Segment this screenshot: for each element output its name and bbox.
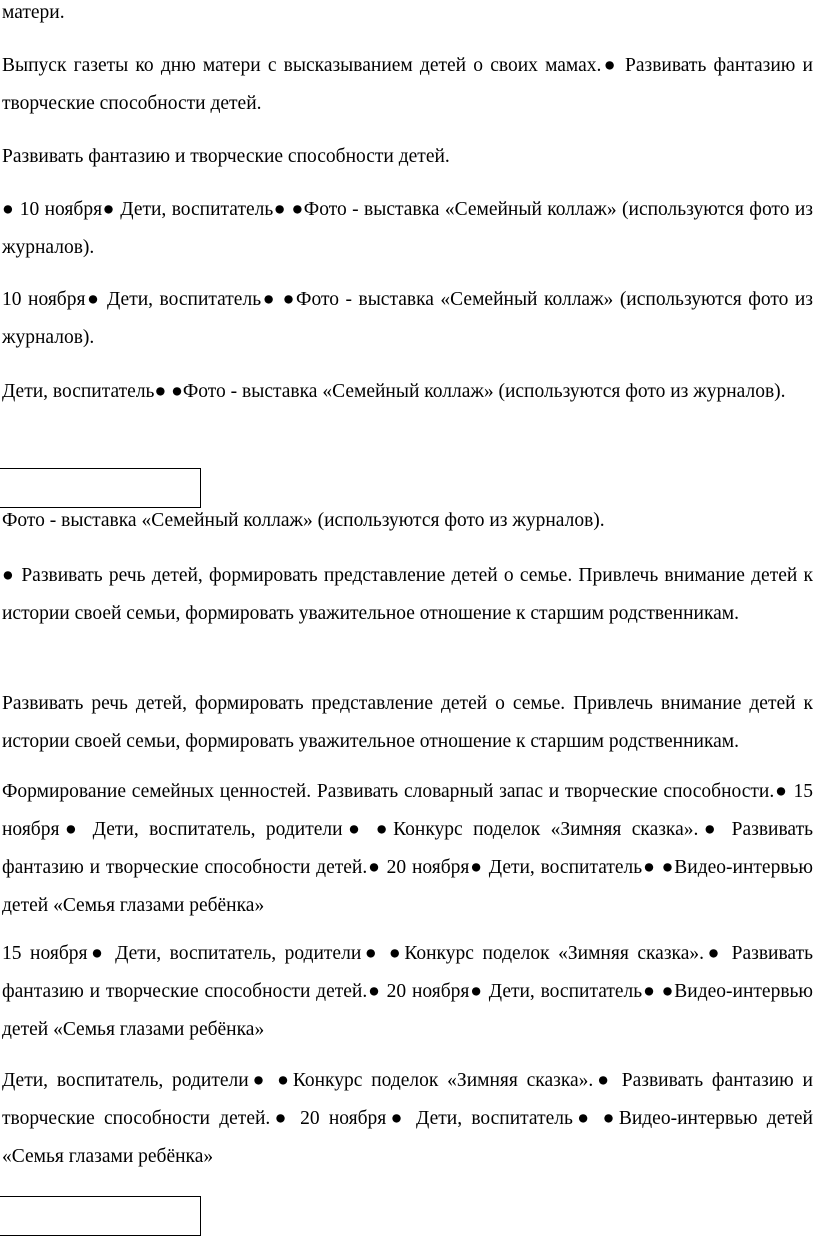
paragraph-11: 15 ноября● Дети, воспитатель, родители● ●Конкурс поделок «Зимняя сказка».● Развивать фантазию и творческие способности детей.● 20 ноября● Дети, воспитатель● ●Видео-интервью детей «Семья глазами ребёнка» [2, 943, 813, 1040]
paragraph-3: Развивать фантазию и творческие способности детей. [2, 146, 450, 167]
paragraph-12: Дети, воспитатель, родители● ●Конкурс поделок «Зимняя сказка».● Развивать фантазию и творческие способности детей.● 20 ноября● Дети, воспитатель● ●Видео-интервью детей «Семья глазами ребёнка» [2, 1070, 813, 1167]
paragraph-5: 10 ноября● Дети, воспитатель● ●Фото - выставка «Семейный коллаж» (используются фото из журналов). [2, 289, 813, 348]
empty-table-cell-2 [0, 1196, 201, 1236]
paragraph-2: Выпуск газеты ко дню матери с высказыванием детей о своих мамах.● Развивать фантазию и творческие способности детей. [2, 55, 813, 114]
paragraph-8: ● Развивать речь детей, формировать представление детей о семье. Привлечь внимание детей к истории своей семьи, формировать уважительное отношение к старшим родственникам. [2, 565, 813, 624]
paragraph-10: Формирование семейных ценностей. Развивать словарный запас и творческие способности.● 15 ноября● Дети, воспитатель, родители● ●Конкурс поделок «Зимняя сказка».● Развивать фантазию и творческие способности детей.● 20 ноября● Дети, воспитатель● ●Видео-интервью детей «Семья глазами ребёнка» [2, 781, 813, 916]
paragraph-9: Развивать речь детей, формировать представление детей о семье. Привлечь внимание детей к истории своей семьи, формировать уважительное отношение к старшим родственникам. [2, 693, 813, 752]
paragraph-1: матери. [2, 2, 65, 23]
paragraph-7: Фото - выставка «Семейный коллаж» (используются фото из журналов). [2, 510, 605, 531]
paragraph-4: ● 10 ноября● Дети, воспитатель● ●Фото - выставка «Семейный коллаж» (используются фото из журналов). [2, 199, 813, 258]
paragraph-6: Дети, воспитатель● ●Фото - выставка «Семейный коллаж» (используются фото из журналов). [2, 381, 786, 402]
